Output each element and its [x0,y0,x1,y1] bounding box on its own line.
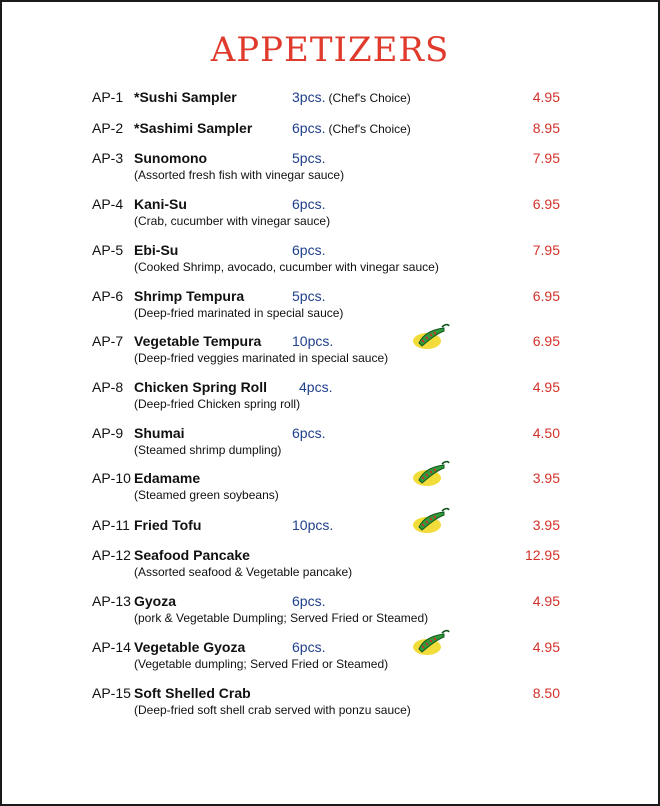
item-code: AP-5 [92,242,124,258]
item-code: AP-4 [92,196,124,212]
item-description: (Deep-fried Chicken spring roll) [134,397,301,411]
item-name: Kani-Su [134,196,187,212]
item-price: 6.95 [532,333,560,349]
page-title: APPETIZERS [210,30,450,70]
item-quantity: 6pcs. [292,639,326,655]
item-quantity: 6pcs. [292,242,326,258]
item-name: Sunomono [134,150,208,166]
item-quantity: 10pcs. [292,333,334,349]
item-name: Soft Shelled Crab [134,685,251,701]
menu-item [2,685,658,725]
menu-item [2,593,658,633]
green-vegetable-icon [410,321,450,351]
item-name: Shrimp Tempura [134,288,245,304]
item-price: 4.95 [532,89,560,105]
menu-item [2,379,658,419]
item-price: 6.95 [532,196,560,212]
item-description: (Cooked Shrimp, avocado, cucumber with vinegar sauce) [134,260,439,274]
item-code: AP-9 [92,425,124,441]
item-quantity: 5pcs. [292,288,326,304]
item-description: (Deep-fried soft shell crab served with ponzu sauce) [134,703,411,717]
item-quantity: 5pcs. [292,150,326,166]
item-price: 7.95 [532,150,560,166]
item-quantity: 6pcs. [292,425,326,441]
menu-item [2,470,658,510]
menu-item [2,196,658,236]
item-price: 3.95 [532,517,560,533]
item-name: Fried Tofu [134,517,202,533]
item-code: AP-3 [92,150,124,166]
menu-item [2,288,658,328]
item-code: AP-7 [92,333,124,349]
item-code: AP-8 [92,379,124,395]
item-code: AP-1 [92,89,124,105]
item-name: Vegetable Tempura [134,333,262,349]
item-description: (Steamed green soybeans) [134,488,279,502]
item-code: AP-15 [92,685,131,701]
item-quantity: 6pcs. (Chef's Choice) [292,120,411,136]
item-quantity: 6pcs. [292,196,326,212]
menu-item [2,150,658,190]
item-code: AP-10 [92,470,131,486]
item-code: AP-14 [92,639,131,655]
item-code: AP-2 [92,120,124,136]
item-price: 4.95 [532,593,560,609]
item-note: (Chef's Choice) [328,91,411,105]
item-name: Edamame [134,470,201,486]
item-description: (Steamed shrimp dumpling) [134,443,282,457]
item-description: (Deep-fried marinated in special sauce) [134,306,344,320]
item-quantity: 6pcs. [292,593,326,609]
item-price: 4.50 [532,425,560,441]
item-description: (Assorted fresh fish with vinegar sauce) [134,168,345,182]
item-description: (Assorted seafood & Vegetable pancake) [134,565,353,579]
green-vegetable-icon [410,505,450,535]
item-description: (pork & Vegetable Dumpling; Served Fried or Steamed) [134,611,429,625]
green-vegetable-icon [410,458,450,488]
item-price: 4.95 [532,379,560,395]
item-description: (Vegetable dumpling; Served Fried or Steamed) [134,657,389,671]
item-name: *Sashimi Sampler [134,120,253,136]
item-price: 6.95 [532,288,560,304]
item-name: Ebi-Su [134,242,179,258]
green-vegetable-icon [410,627,450,657]
item-code: AP-13 [92,593,131,609]
item-code: AP-11 [92,517,130,533]
item-price: 8.95 [532,120,560,136]
menu-item [2,639,658,679]
item-price: 12.95 [524,547,560,563]
item-price: 4.95 [532,639,560,655]
item-name: Chicken Spring Roll [134,379,268,395]
item-price: 8.50 [532,685,560,701]
item-quantity: 10pcs. [292,517,334,533]
item-name: Seafood Pancake [134,547,250,563]
item-description: (Crab, cucumber with vinegar sauce) [134,214,331,228]
item-price: 7.95 [532,242,560,258]
menu-item [2,333,658,373]
item-quantity: 4pcs. [299,379,333,395]
menu-item [2,547,658,587]
item-code: AP-6 [92,288,124,304]
item-description: (Deep-fried veggies marinated in special sauce) [134,351,389,365]
item-name: Gyoza [134,593,177,609]
menu-item [2,425,658,465]
item-name: Vegetable Gyoza [134,639,246,655]
menu-item [2,242,658,282]
item-note: (Chef's Choice) [328,122,411,136]
item-name: *Sushi Sampler [134,89,237,105]
item-code: AP-12 [92,547,131,563]
item-name: Shumai [134,425,185,441]
item-price: 3.95 [532,470,560,486]
item-quantity: 3pcs. (Chef's Choice) [292,89,411,105]
